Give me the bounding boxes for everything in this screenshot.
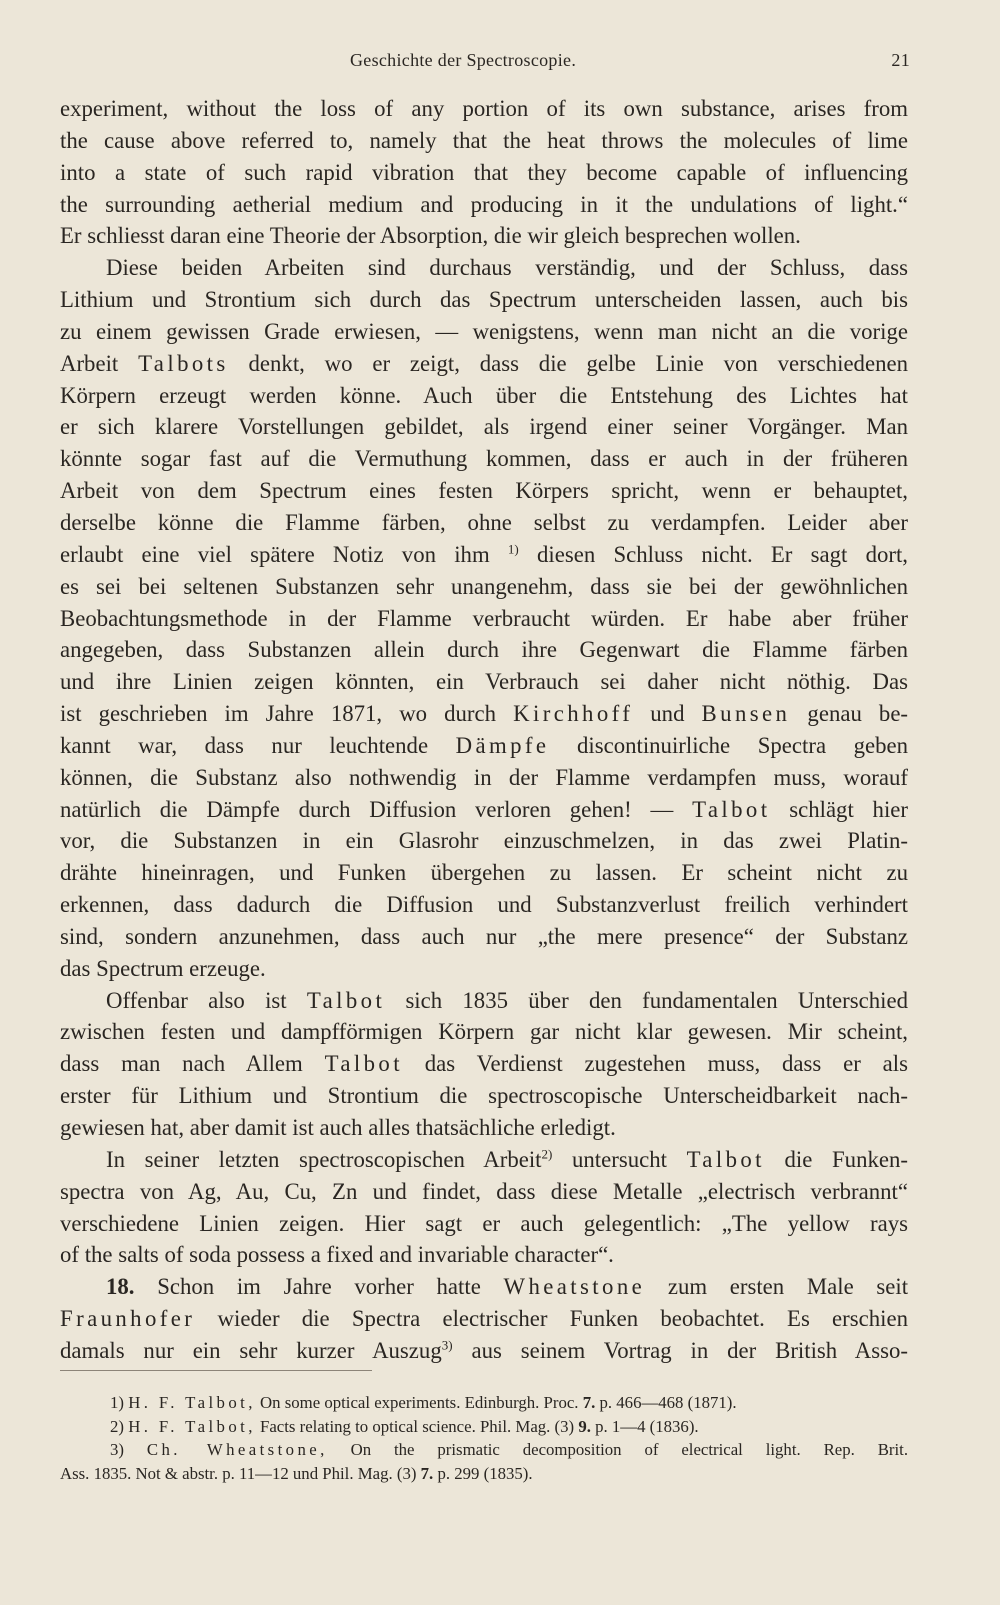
footnote-2: 2) H. F. Talbot, Facts relating to optical science. Phil. Mag. (3) 9. p. 1—4 (1836). bbox=[110, 1416, 699, 1436]
spaced-name: Wheatstone bbox=[503, 1274, 646, 1300]
text-line: verschiedene Linien zeigen. Hier sagt er auch gelegentlich: „The yellow rays bbox=[60, 1210, 908, 1236]
spaced-name: Talbot bbox=[306, 987, 386, 1013]
footnote-ref: 2) bbox=[541, 1146, 553, 1162]
text-line: Beobachtungsmethode in der Flamme verbraucht würden. Er habe aber früher bbox=[60, 605, 908, 631]
text-line: zwischen festen und dampfförmigen Körpern gar nicht klar gewesen. Mir scheint, bbox=[60, 1019, 908, 1045]
running-title: Geschichte der Spectroscopie. bbox=[350, 50, 577, 70]
text-line: es sei bei seltenen Substanzen sehr unangenehm, dass sie bei der gewöhnlichen bbox=[60, 573, 908, 599]
text-line: natürlich die Dämpfe durch Diffusion verloren gehen! — Talbot schlägt hier bbox=[60, 796, 909, 822]
text-line: the surrounding aetherial medium and producing in it the undulations of light.“ bbox=[60, 191, 908, 217]
text-line: Er schliesst daran eine Theorie der Absorption, die wir gleich besprechen wollen. bbox=[60, 223, 801, 249]
text-line: Arbeit Talbots denkt, wo er zeigt, dass die gelbe Linie von verschiedenen bbox=[60, 350, 908, 376]
text-line: und ihre Linien zeigen könnten, ein Verbrauch sei daher nicht nöthig. Das bbox=[60, 669, 908, 695]
section-number: 18. bbox=[106, 1274, 135, 1300]
text-line: das Spectrum erzeuge. bbox=[60, 955, 266, 981]
text-line: damals nur ein sehr kurzer Auszug$^{3)}$ aus seinem Vortrag in der British Asso- bbox=[60, 1337, 908, 1363]
running-head bbox=[60, 50, 910, 78]
footnotes bbox=[60, 1391, 908, 1485]
text-line: 18. Schon im Jahre vorher hatte Wheatstone zum ersten Male seit bbox=[106, 1274, 909, 1300]
text-line: drähte hineinragen, und Funken übergehen zu lassen. Er scheint nicht zu bbox=[60, 860, 908, 886]
text-line: In seiner letzten spectroscopischen Arbeit$^{2)}$ untersucht Talbot die Funken- bbox=[106, 1146, 908, 1172]
text-line: Fraunhofer wieder die Spectra electrischer Funken beobachtet. Es erschien bbox=[60, 1306, 908, 1332]
footnote-3: 3) Ch. Wheatstone, On the prismatic decomposition of electrical light. Rep. Brit. bbox=[110, 1440, 909, 1460]
text-line: gewiesen hat, aber damit ist auch alles thatsächliche erledigt. bbox=[60, 1115, 616, 1140]
text-line: ist geschrieben im Jahre 1871, wo durch Kirchhoff und Bunsen genau be- bbox=[60, 701, 909, 727]
text-line: könnte sogar fast auf die Vermuthung kommen, dass er auch in der früheren bbox=[60, 446, 908, 472]
body-text bbox=[60, 93, 908, 1367]
text-line: erkennen, dass dadurch die Diffusion und Substanzverlust freilich verhindert bbox=[60, 892, 908, 918]
text-line: Körpern erzeugt werden könne. Auch über die Entstehung des Lichtes hat bbox=[60, 382, 908, 408]
spaced-name: Fraunhofer bbox=[60, 1306, 196, 1332]
text-line: erster für Lithium und Strontium die spectroscopische Unterscheidbarkeit nach- bbox=[60, 1083, 908, 1109]
text-line: Diese beiden Arbeiten sind durchaus verständig, und der Schluss, dass bbox=[106, 255, 908, 281]
spaced-name: Talbots bbox=[138, 350, 229, 376]
spaced-name: Talbot bbox=[686, 1146, 765, 1172]
text-line: Lithium und Strontium sich durch das Spectrum unterscheiden lassen, auch bis bbox=[60, 287, 908, 313]
text-line: erlaubt eine viel spätere Notiz von ihm $^{1)}$ diesen Schluss nicht. Er sagt dort, bbox=[60, 541, 908, 567]
text-line: experiment, without the loss of any portion of its own substance, arises from bbox=[60, 96, 908, 121]
text-line: er sich klarere Vorstellungen gebildet, als irgend einer seiner Vorgänger. Man bbox=[60, 414, 908, 440]
text-line: into a state of such rapid vibration that they become capable of influencing bbox=[60, 159, 908, 185]
text-line: Offenbar also ist Talbot sich 1835 über den fundamentalen Unterschied bbox=[106, 987, 908, 1013]
spaced-name: Dämpfe bbox=[455, 732, 550, 758]
footnote-ref: 1) bbox=[507, 541, 519, 557]
text-line: spectra von Ag, Au, Cu, Zn und findet, dass diese Metalle „electrisch verbrannt“ bbox=[60, 1178, 908, 1204]
text-line: dass man nach Allem Talbot das Verdienst zugestehen muss, dass er als bbox=[60, 1051, 908, 1077]
text-line: angegeben, dass Substanzen allein durch ihre Gegenwart die Flamme färben bbox=[60, 637, 908, 663]
footnote-rule bbox=[60, 1370, 372, 1371]
text-line: können, die Substanz also nothwendig in der Flamme verdampfen muss, worauf bbox=[60, 764, 908, 790]
spaced-name: Bunsen bbox=[701, 701, 791, 727]
text-line: sind, sondern anzunehmen, dass auch nur „the mere presence“ der Substanz bbox=[60, 923, 908, 949]
text-line: vor, die Substanzen in ein Glasrohr einzuschmelzen, in das zwei Platin- bbox=[60, 828, 908, 854]
text-line: zu einem gewissen Grade erwiesen, — wenigstens, wenn man nicht an die vorige bbox=[60, 318, 908, 344]
text-line: Arbeit von dem Spectrum eines festen Körpers spricht, wenn er behauptet, bbox=[60, 478, 908, 504]
text-line: the cause above referred to, namely that the heat throws the molecules of lime bbox=[60, 127, 908, 153]
spaced-name: Talbot bbox=[692, 796, 771, 822]
footnote-ref: 3) bbox=[441, 1337, 453, 1353]
text-line: of the salts of soda possess a fixed and invariable character“. bbox=[60, 1242, 614, 1268]
text-line: kannt war, dass nur leuchtende Dämpfe discontinuirliche Spectra geben bbox=[60, 732, 909, 758]
footnote-1: 1) H. F. Talbot, On some optical experiments. Edinburgh. Proc. 7. p. 466—468 (1871). bbox=[110, 1393, 737, 1412]
footnote-3-cont: Ass. 1835. Not & abstr. p. 11—12 und Phil. Mag. (3) 7. p. 299 (1835). bbox=[60, 1463, 533, 1483]
spaced-name: Kirchhoff bbox=[513, 701, 634, 727]
text-line: derselbe könne die Flamme färben, ohne selbst zu verdampfen. Leider aber bbox=[60, 509, 908, 535]
spaced-name: Talbot bbox=[324, 1051, 403, 1077]
page-number: 21 bbox=[891, 50, 910, 70]
